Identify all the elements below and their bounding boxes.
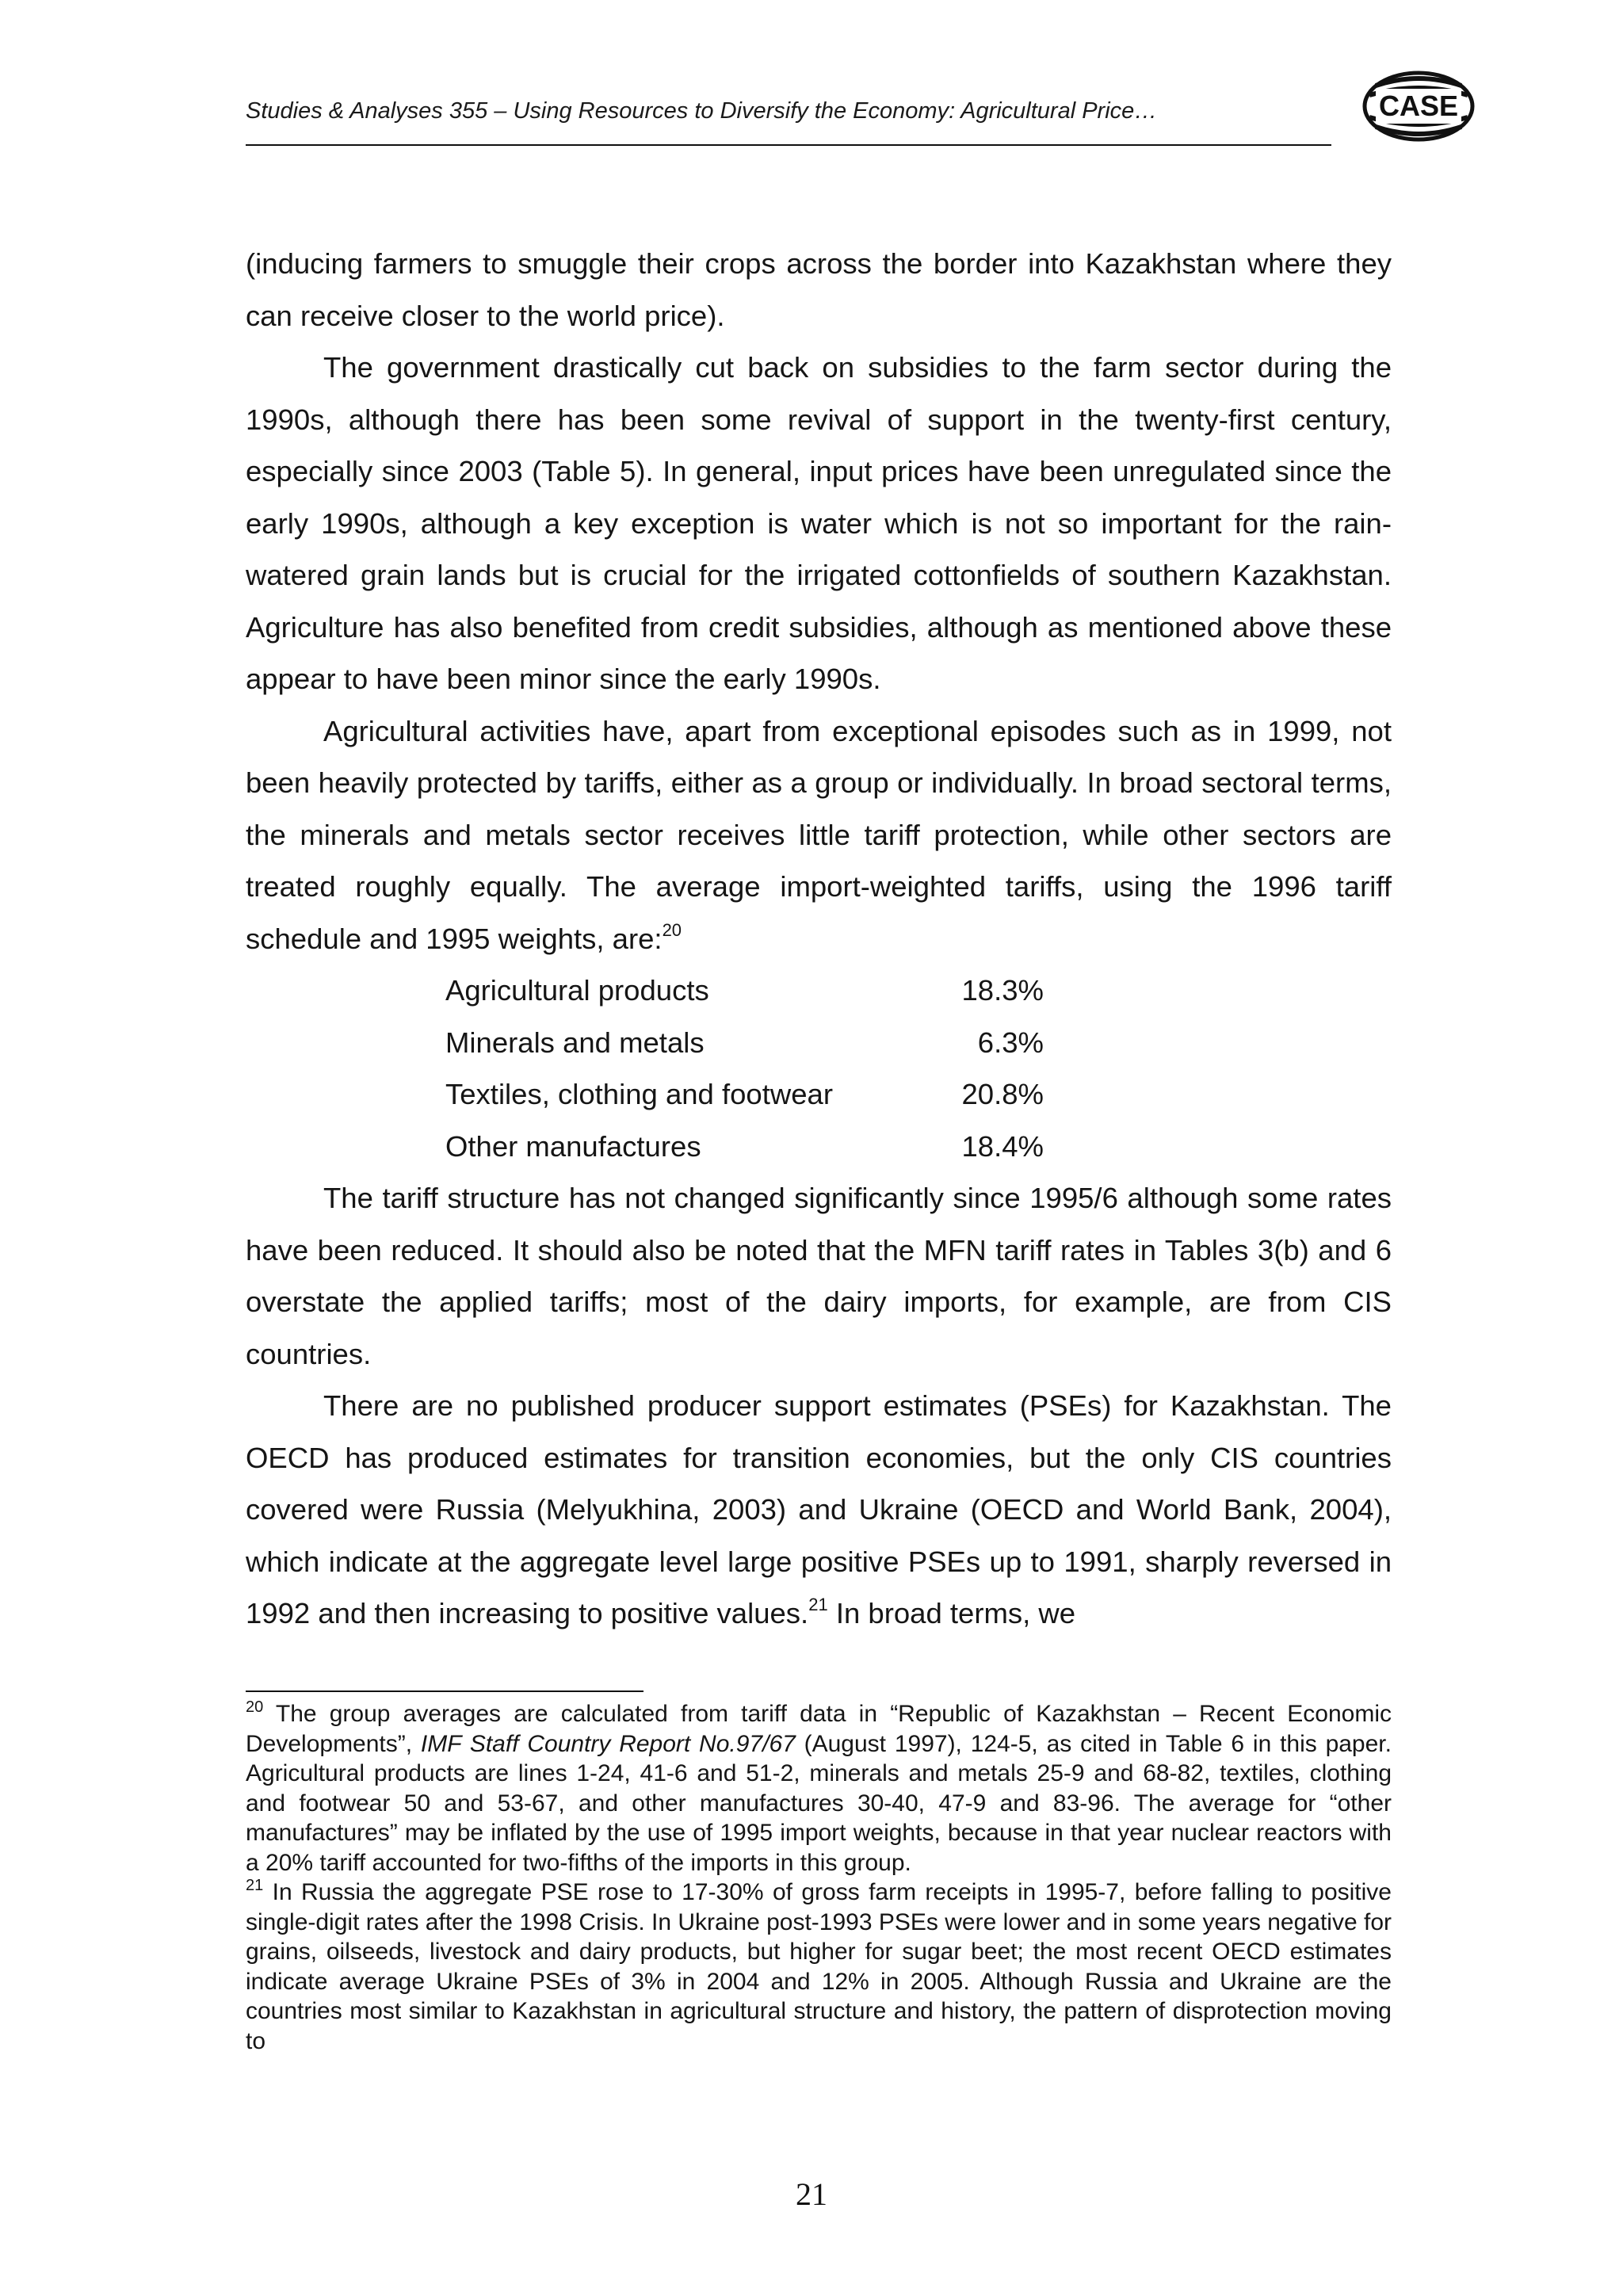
footnote-21-number: 21: [246, 1877, 264, 1894]
paragraph-1: (inducing farmers to smuggle their crops across the border into Kazakhstan where they can receive closer to the world price).: [246, 247, 1392, 332]
tariff-list: [246, 965, 1392, 1172]
footnote-ref-20[interactable]: 20: [662, 919, 682, 940]
tariff-value: 18.4%: [961, 1129, 1044, 1163]
tariff-row: [246, 965, 1392, 1017]
footnote-20-citation: IMF Staff Country Report No.97/67: [420, 1730, 796, 1757]
page-number: 21: [796, 2176, 827, 2212]
main-text: [246, 238, 1392, 1640]
paragraph-5-tail: In broad terms, we: [827, 1597, 1076, 1629]
footnote-ref-21[interactable]: 21: [808, 1595, 828, 1614]
paragraph-5: [246, 1380, 1392, 1640]
tariff-row: [246, 1121, 1392, 1173]
footnote-20-text-a: The group averages are calculated from tariff data in “Republic of Kazakhstan – Recent Economic Developments”,: [246, 1701, 1392, 1757]
tariff-row: [246, 1017, 1392, 1069]
paragraph-2: The government drastically cut back on subsidies to the farm sector during the 1990s, although there has been some revival of support in the twenty-first century, especially since 2003 (Table 5). In general, input prices have been unregulated since the early 1990s, although a key exception is water which is not so important for the rain-watered grain lands but is crucial for the irrigated cottonfields of southern Kazakhstan. Agriculture has also benefited from credit subsidies, although as mentioned above these appear to have been minor since the early 1990s.: [246, 351, 1392, 695]
footnote-20: [246, 1699, 1392, 1878]
header-rule: [246, 144, 1331, 146]
footnote-separator: [246, 1690, 643, 1692]
running-header: [246, 94, 1339, 149]
logo-text: CASE: [1376, 89, 1461, 124]
tariff-label: Minerals and metals: [445, 1026, 705, 1059]
paragraph-5-text: There are no published producer support estimates (PSEs) for Kazakhstan. The OECD has produced estimates for transition economies, but the only CIS countries covered were Russia (Melyukhina, 2003) and Ukraine (OECD and World Bank, 2004), which indicate at the aggregate level large positive PSEs up to 1991, sharply reversed in 1992 and then increasing to positive values.: [246, 1389, 1392, 1629]
tariff-label: Agricultural products: [445, 974, 709, 1007]
footnote-21: [246, 1878, 1392, 2056]
footnote-20-number: 20: [246, 1698, 264, 1716]
tariff-value: 18.3%: [961, 974, 1044, 1007]
case-logo: [1360, 70, 1477, 143]
tariff-label: Other manufactures: [445, 1129, 701, 1163]
footnotes: [246, 1699, 1392, 2056]
paragraph-3: [246, 705, 1392, 965]
footnote-20-text-b: (August 1997), 124-5, as cited in Table 6 in this paper. Agricultural products are lines 1-24, 41-6 and 51-2, minerals and metals 25-9 and 68-82, textiles, clothing and footwear 50 and 53-67, and other manufactures 30-40, 47-9 and 83-96. The average for “other manufactures” may be inflated by the use of 1995 import weights, because in that year nuclear reactors with a 20% tariff accounted for two-fifths of the imports in this group.: [246, 1730, 1392, 1876]
paragraph-4: The tariff structure has not changed significantly since 1995/6 although some rates have been reduced. It should also be noted that the MFN tariff rates in Tables 3(b) and 6 overstate the applied tariffs; most of the dairy imports, for example, are from CIS countries.: [246, 1182, 1392, 1370]
footnote-21-text: In Russia the aggregate PSE rose to 17-30% of gross farm receipts in 1995-7, before falling to positive single-digit rates after the 1998 Crisis. In Ukraine post-1993 PSEs were lower and in some years negative for grains, oilseeds, livestock and dairy products, but higher for sugar beet; the most recent OECD estimates indicate average Ukraine PSEs of 3% in 2004 and 12% in 2005. Although Russia and Ukraine are the countries most similar to Kazakhstan in agricultural structure and history, the pattern of disprotection moving to: [246, 1879, 1392, 2054]
tariff-value: 6.3%: [977, 1026, 1044, 1059]
tariff-value: 20.8%: [961, 1078, 1044, 1110]
header-title: Studies & Analyses 355 – Using Resources to Diversify the Economy: Agricultural Price…: [246, 98, 1158, 124]
tariff-label: Textiles, clothing and footwear: [445, 1078, 833, 1110]
tariff-row: [246, 1068, 1392, 1121]
paragraph-3-text: Agricultural activities have, apart from exceptional episodes such as in 1999, not been heavily protected by tariffs, either as a group or individually. In broad sectoral terms, the minerals and metals sector receives little tariff protection, while other sectors are treated roughly equally. The average import-weighted tariffs, using the 1996 tariff schedule and 1995 weights, are:: [246, 714, 1392, 955]
